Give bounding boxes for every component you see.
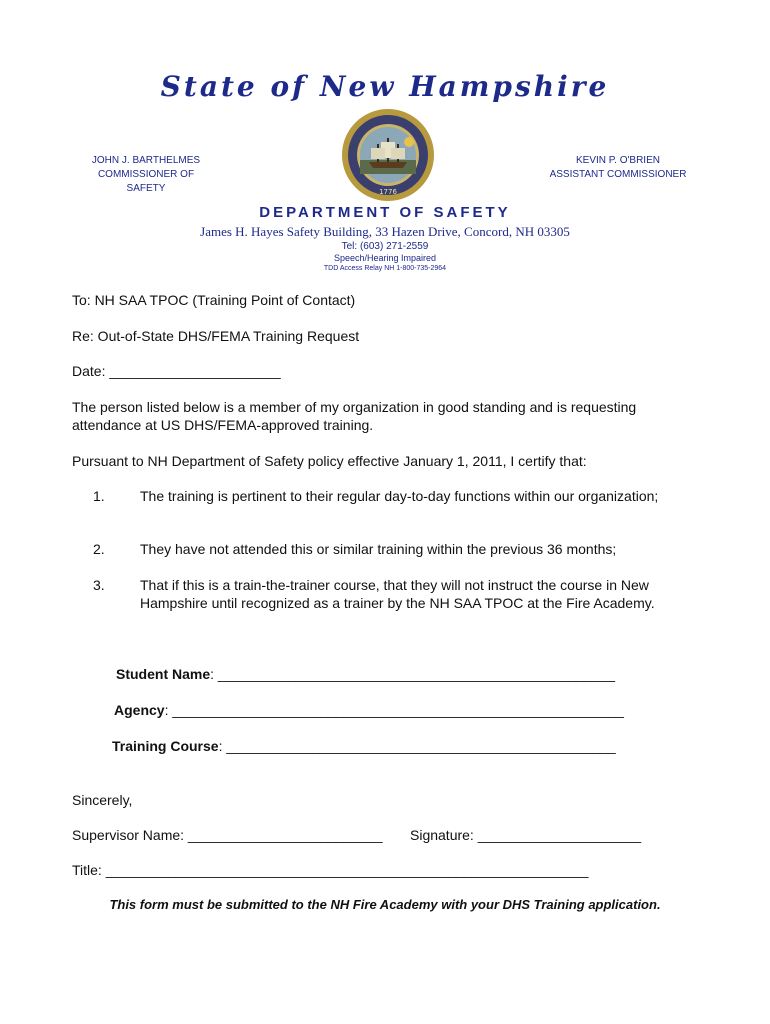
agency-field[interactable] xyxy=(114,701,624,719)
student-name-field[interactable] xyxy=(116,665,615,683)
state-title: State of New Hampshire xyxy=(160,70,610,103)
training-course-field[interactable] xyxy=(112,737,616,755)
pursuant-paragraph: Pursuant to NH Department of Safety policy effective January 1, 2011, I certify that: xyxy=(72,453,587,469)
signature-field[interactable]: Signature: _____________________ xyxy=(410,827,642,843)
department-address: James H. Hayes Safety Building, 33 Hazen Drive, Concord, NH 03305 xyxy=(200,224,570,239)
agency-blank[interactable]: : __________________________________________________________ xyxy=(164,702,624,718)
assistant-name: KEVIN P. O'BRIEN xyxy=(576,155,660,166)
commissioner-block xyxy=(82,154,210,196)
state-seal-icon xyxy=(341,108,435,202)
assistant-block xyxy=(548,154,688,182)
student-name-label: Student Name xyxy=(116,666,211,682)
intro-paragraph: The person listed below is a member of my organization in good standing and is requesting attendance at US DHS/FEMA-approved training. xyxy=(72,399,637,433)
department-tel: Tel: (603) 271-2559 xyxy=(341,241,429,252)
commissioner-title: COMMISSIONER OF SAFETY xyxy=(97,169,195,194)
commissioner-name: JOHN J. BARTHELMES xyxy=(91,155,201,166)
agency-label: Agency xyxy=(114,702,165,718)
training-course-label: Training Course xyxy=(112,738,219,754)
speech-hearing: Speech/Hearing Impaired xyxy=(333,253,437,263)
tdd-relay: TDD Access Relay NH 1-800-735-2964 xyxy=(323,265,447,272)
sincerely: Sincerely, xyxy=(72,792,133,808)
list-item: They have not attended this or similar training within the previous 36 months; xyxy=(140,541,617,557)
seal-year: 1776 xyxy=(379,188,397,196)
supervisor-name-field[interactable]: Supervisor Name: _________________________ xyxy=(72,827,383,843)
department-heading: DEPARTMENT OF SAFETY xyxy=(259,204,511,221)
student-name-blank[interactable]: : ___________________________________________________ xyxy=(210,666,615,682)
assistant-title: ASSISTANT COMMISSIONER xyxy=(549,169,687,180)
training-course-blank[interactable]: : __________________________________________________ xyxy=(218,738,616,754)
list-item: That if this is a train-the-trainer course, that they will not instruct the course in New Hampshire until recognized as a trainer by the NH SAA TPOC at the Fire Academy. xyxy=(140,577,655,611)
re-line: Re: Out-of-State DHS/FEMA Training Request xyxy=(72,328,360,344)
title-field[interactable]: Title: ______________________________________________________________ xyxy=(72,862,589,878)
to-line: To: NH SAA TPOC (Training Point of Contact) xyxy=(72,292,356,308)
item-number: 3. xyxy=(93,577,105,593)
date-line[interactable]: Date: ______________________ xyxy=(72,363,281,379)
item-number: 2. xyxy=(93,541,105,557)
list-item: The training is pertinent to their regular day-to-day functions within our organization; xyxy=(140,488,659,504)
submission-note: This form must be submitted to the NH Fire Academy with your DHS Training application. xyxy=(109,897,661,912)
item-number: 1. xyxy=(93,488,105,504)
